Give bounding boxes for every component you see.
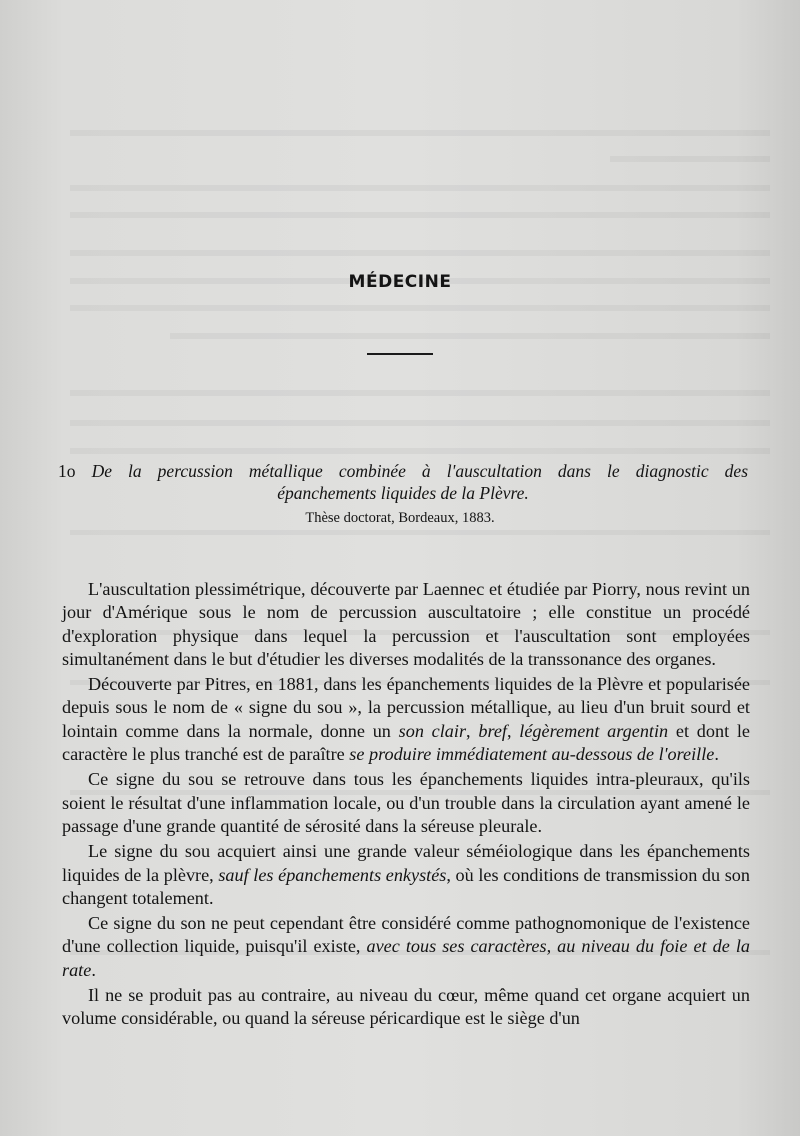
text-run: . — [714, 744, 719, 765]
paragraph — [62, 912, 750, 982]
italic-text: légèrement argentin — [519, 720, 669, 741]
paragraph — [62, 673, 750, 766]
text-run: Ce signe du son ne peut cependant être considéré comme pathognomonique de l'existence d'une collection liquide, puisqu'il existe, — [62, 913, 750, 957]
text-run: . — [91, 959, 96, 980]
text-run: Découverte par Pitres, en 1881, dans les épanchements liquides de la Plèvre et popularisée depuis sous le nom de « signe du sou », la percussion métallique, au lieu d'un bruit sourd et lointain comme dans la normale, donne un — [62, 674, 750, 741]
italic-text: avec tous ses caractères, au niveau du foie et de la rate — [62, 936, 750, 980]
text-run: , — [466, 720, 479, 741]
text-run: , — [506, 720, 520, 741]
entry-title-part-1: De la percussion métallique combinée à l'auscultation dans le diagnostic des — [91, 461, 749, 481]
paragraph — [62, 768, 750, 838]
paragraph — [62, 984, 750, 1031]
title-divider — [367, 353, 433, 355]
text-run: Ce signe du sou se retrouve dans tous les épanchements liquides intra-pleuraux, qu'ils soient le résultat d'une inflammation locale, ou d'un trouble dans la circulation ayant amené le passage d'une grande quantité de sérosité dans la séreuse pleurale. — [62, 769, 750, 836]
text-run: Le signe du sou acquiert ainsi une grande valeur séméiologique dans les épanchements liquides de la plèvre, — [62, 841, 750, 885]
text-run: , où les conditions de transmission du son changent totalement. — [62, 864, 750, 908]
italic-text: bref — [478, 720, 507, 741]
paragraph — [62, 578, 750, 671]
text-run: Il ne se produit pas au contraire, au niveau du cœur, même quand cet organe acquiert un volume considérable, ou quand la séreuse péricardique est le siège d'un — [62, 985, 750, 1029]
entry-title-line-2: épanchements liquides de la Plèvre. — [277, 483, 529, 503]
text-run: et dont le caractère le plus tranché est de paraître — [62, 720, 751, 765]
italic-text: se produire immédiatement au-dessous de l'oreille — [349, 744, 715, 765]
entry-title-line-1 — [58, 460, 748, 482]
body-text — [62, 578, 750, 1033]
italic-text: sauf les épanchements enkystés — [218, 864, 447, 885]
entry-number: 1o — [58, 461, 76, 481]
italic-text: son clair — [398, 720, 467, 741]
paragraph — [62, 840, 750, 910]
entry-source: Thèse doctorat, Bordeaux, 1883. — [305, 510, 495, 526]
section-title: MÉDECINE — [348, 272, 452, 292]
text-run: L'auscultation plessimétrique, découverte par Laennec et étudiée par Piorry, nous revint un jour d'Amérique sous le nom de percussion auscultatoire ; elle constitue un procédé d'exploration physique dans lequel la percussion et l'auscultation sont employées simultanément dans le but d'étudier les diverses modalités de la transsonance des organes. — [62, 579, 750, 669]
publication-entry — [58, 460, 748, 504]
